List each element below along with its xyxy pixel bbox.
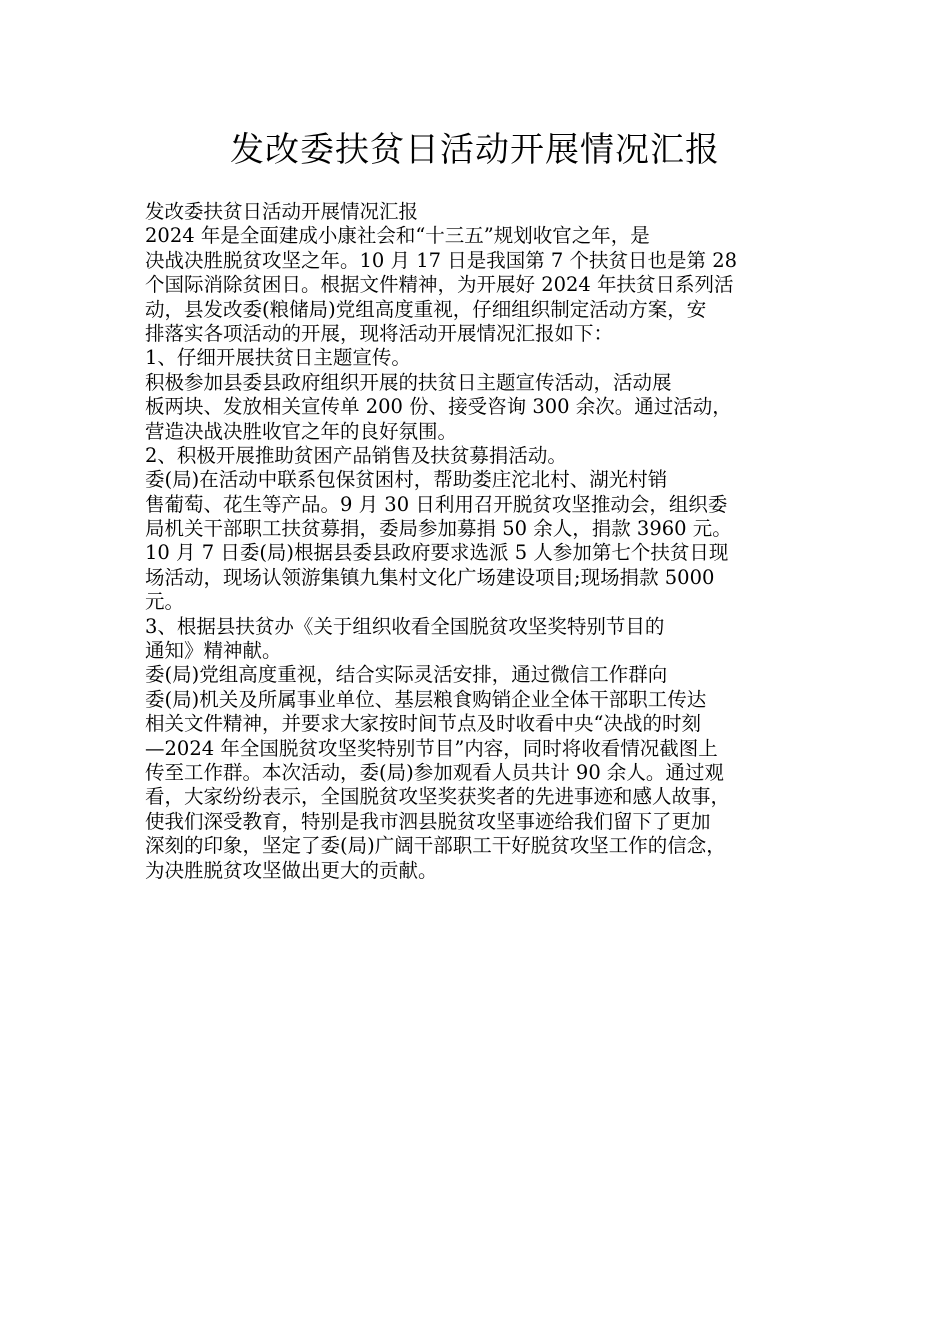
paragraph-line: 个国际消除贫困日。根据文件精神，为开展好 2024 年扶贫日系列活 (145, 273, 734, 297)
paragraph-line: 动，县发改委(粮储局)党组高度重视，仔细组织制定活动方案，安 (145, 297, 707, 321)
paragraph-line: 为决胜脱贫攻坚做出更大的贡献。 (145, 858, 438, 882)
paragraph-line: 委(局)党组高度重视，结合实际灵活安排，通过微信工作群向 (145, 663, 668, 687)
paragraph-line: 元。 (145, 590, 185, 614)
paragraph-line: 委(局)机关及所属事业单位、基层粮食购销企业全体干部职工传达 (145, 687, 707, 711)
paragraph-line: 相关文件精神，并要求大家按时间节点及时收看中央“决战的时刻 (145, 712, 701, 736)
paragraph-line: 决战决胜脱贫攻坚之年。10 月 17 日是我国第 7 个扶贫日也是第 28 (145, 248, 738, 272)
paragraph-line: 售葡萄、花生等产品。9 月 30 日利用召开脱贫攻坚推动会，组织委 (145, 492, 728, 516)
paragraph-line: 使我们深受教育，特别是我市泗县脱贫攻坚事迹给我们留下了更加 (145, 809, 711, 833)
document-body (145, 200, 820, 883)
document-title: 发改委扶贫日活动开展情况汇报 (230, 130, 720, 170)
section-heading-2: 2、积极开展推助贫困产品销售及扶贫募捐活动。 (145, 443, 567, 467)
section-heading-1: 1、仔细开展扶贫日主题宣传。 (145, 346, 411, 370)
paragraph-line: —2024 年全国脱贫攻坚奖特别节目”内容，同时将收看情况截图上 (145, 736, 718, 760)
section-heading-3: 3、根据县扶贫办《关于组织收看全国脱贫攻坚奖特别节目的 (145, 614, 665, 638)
paragraph-line: 板两块、发放相关宣传单 200 份、接受咨询 300 余次。通过活动， (145, 395, 732, 419)
paragraph-line: 委(局)在活动中联系包保贫困村，帮助娄庄沱北村、湖光村销 (145, 468, 668, 492)
subtitle-line: 发改委扶贫日活动开展情况汇报 (145, 200, 419, 223)
section-heading-3-cont: 通知》精神献。 (145, 639, 282, 663)
paragraph-line: 营造决战决胜收官之年的良好氛围。 (145, 419, 458, 443)
paragraph-line: 场活动，现场认领游集镇九集村文化广场建设项目;现场捐款 5000 (145, 565, 715, 589)
paragraph-line: 深刻的印象，坚定了委(局)广阔干部职工干好脱贫攻坚工作的信念， (145, 834, 726, 858)
paragraph-line: 10 月 7 日委(局)根据县委县政府要求选派 5 人参加第七个扶贫日现 (145, 541, 729, 565)
paragraph-line: 2024 年是全面建成小康社会和“十三五”规划收官之年，是 (145, 224, 650, 248)
paragraph-line: 传至工作群。本次活动，委(局)参加观看人员共计 90 余人。通过观 (145, 760, 724, 784)
paragraph-line: 积极参加县委县政府组织开展的扶贫日主题宣传活动，活动展 (145, 370, 672, 394)
paragraph-line: 看，大家纷纷表示，全国脱贫攻坚奖获奖者的先进事迹和感人故事， (145, 785, 731, 809)
paragraph-line: 排落实各项活动的开展，现将活动开展情况汇报如下： (145, 321, 614, 345)
paragraph-line: 局机关干部职工扶贫募捐，委局参加募捐 50 余人，捐款 3960 元。 (145, 517, 732, 541)
